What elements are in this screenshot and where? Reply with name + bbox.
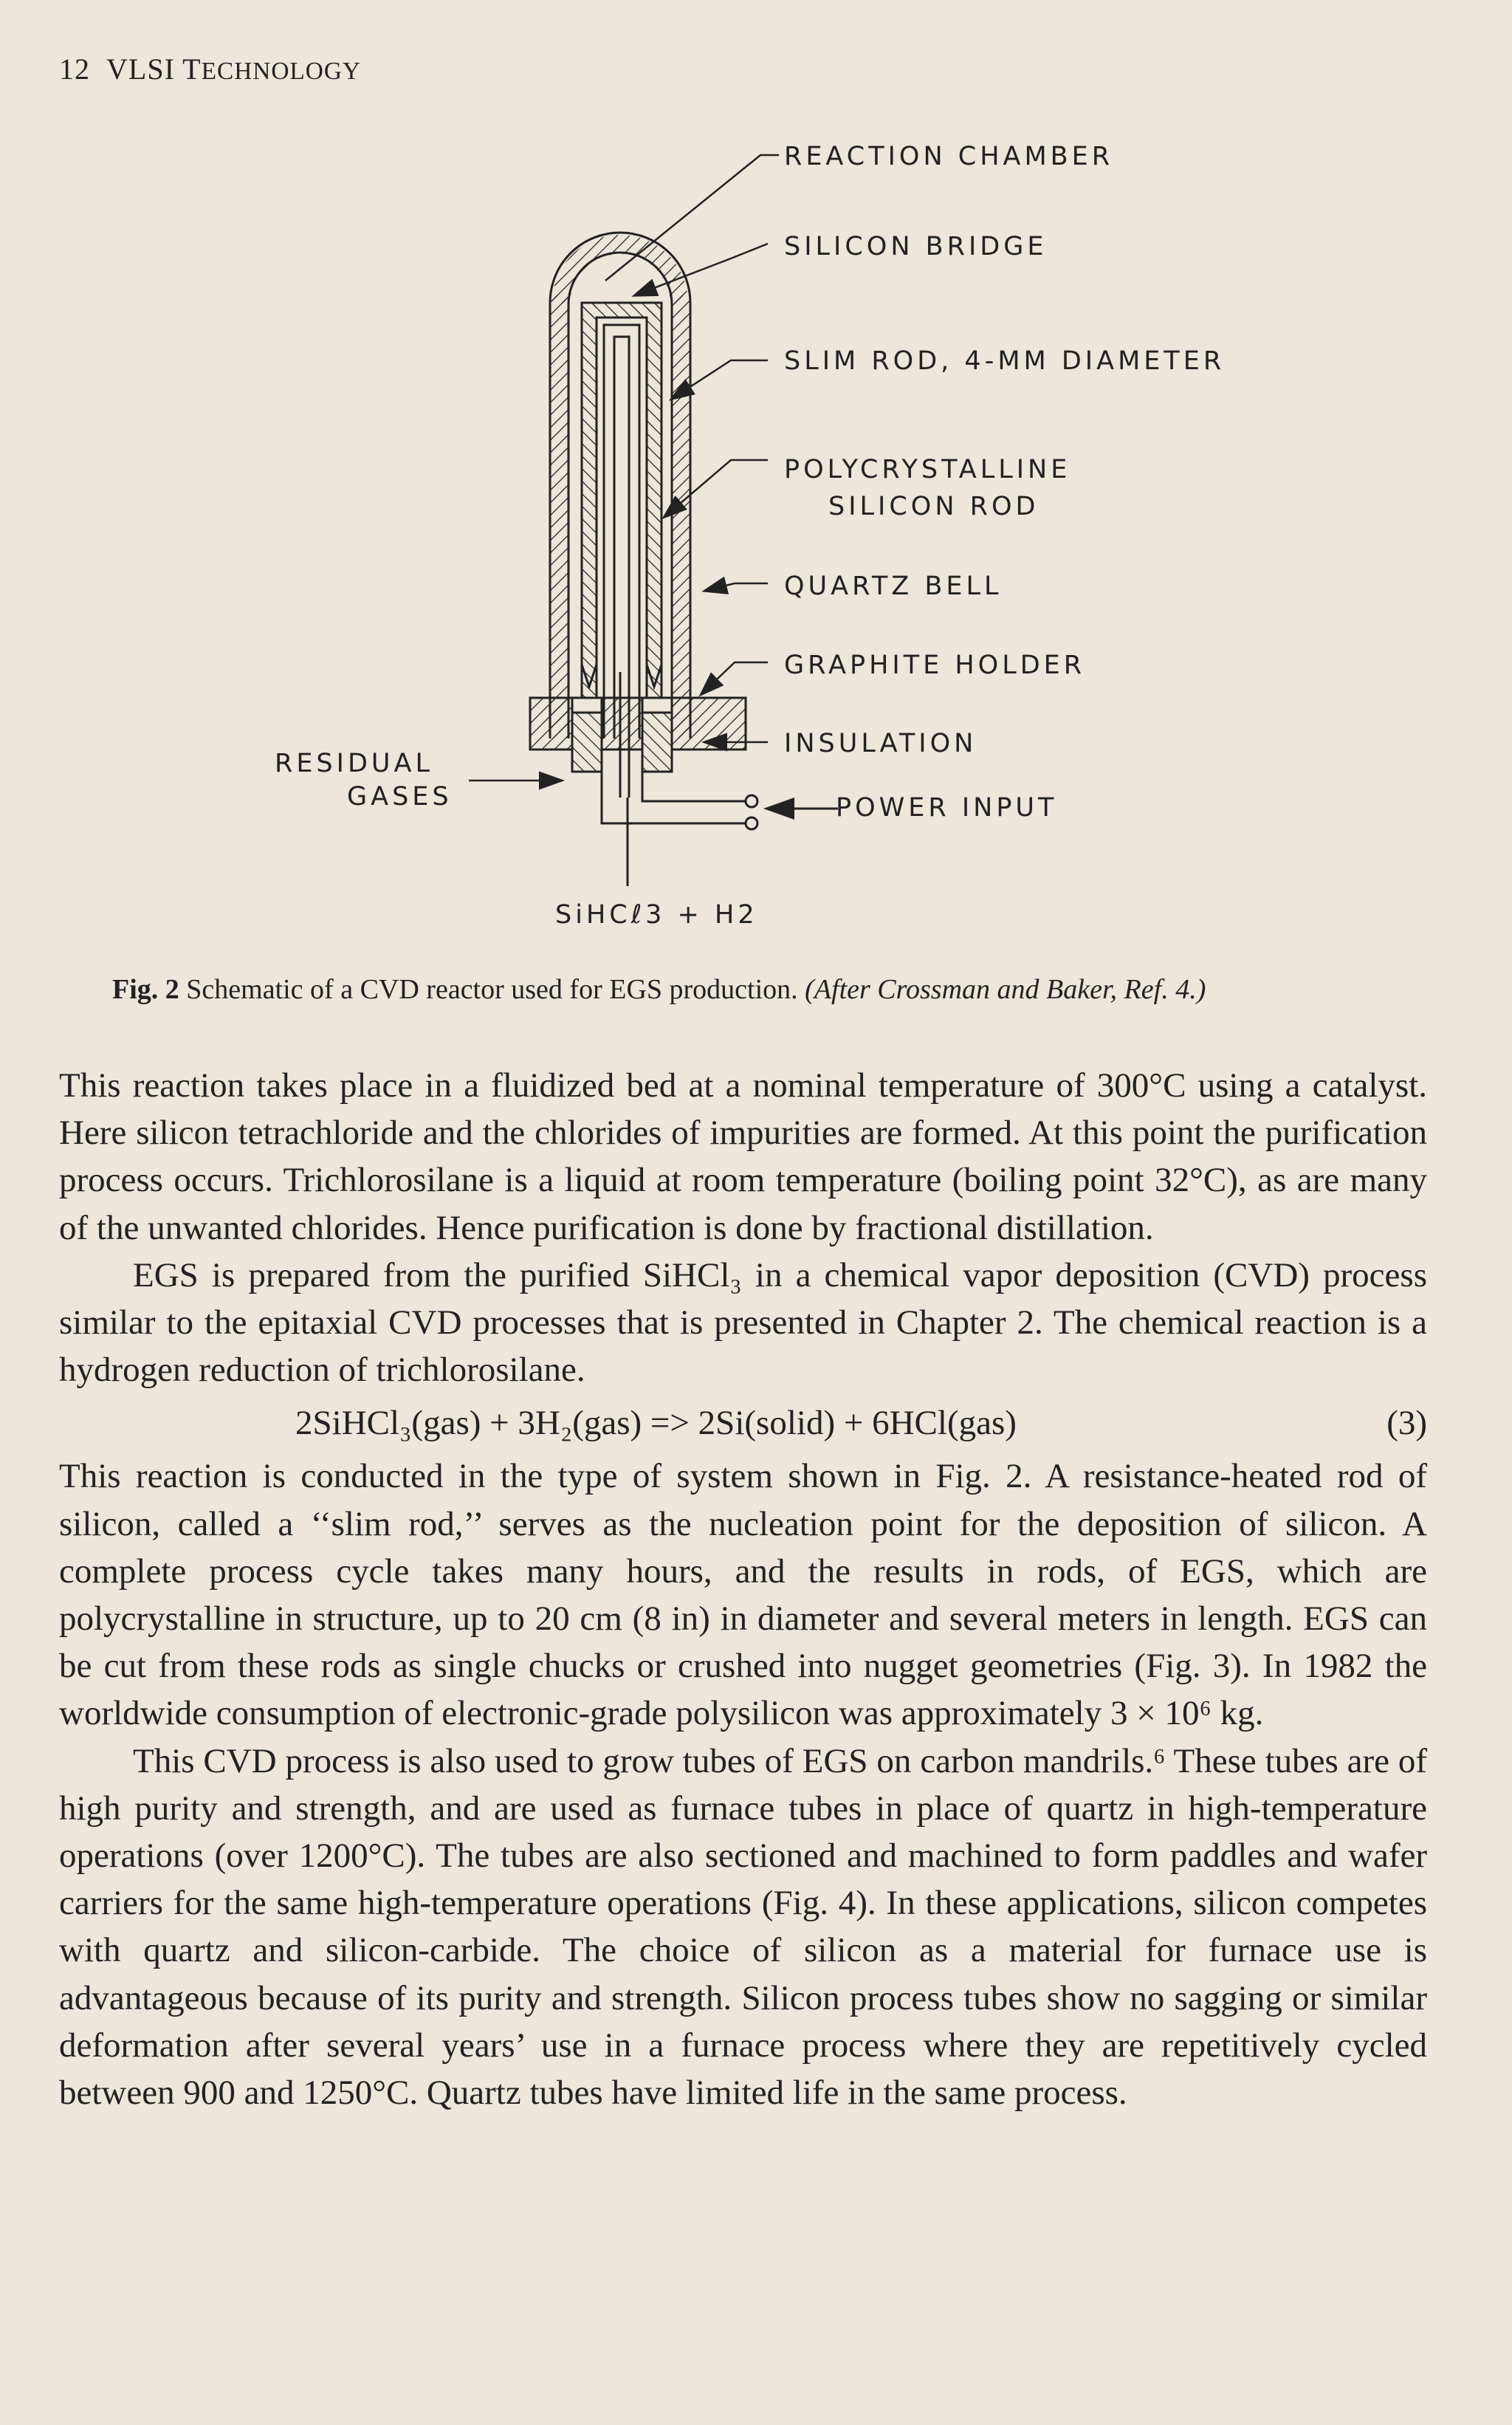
label-polycrystalline: POLYCRYSTALLINE	[784, 455, 1071, 484]
equation-number: (3)	[1386, 1404, 1427, 1443]
equation-3	[59, 1393, 1427, 1452]
paragraph: EGS is prepared from the purified SiHCl₃ in a chemical vapor deposition (CVD) process similar to the epitaxial CVD processes that is presented in Chapter 2. The chemical reaction is a hydrogen reduction of trichlorosilane.	[59, 1255, 1427, 1390]
caption-source: (After Crossman and Baker, Ref. 4.)	[805, 974, 1206, 1005]
power-wiring	[602, 772, 838, 886]
book-title: VLSI TECHNOLOGY	[106, 52, 361, 86]
paragraph: This reaction takes place in a fluidized bed at a nominal temperature of 300°C using a catalyst. Here silicon tetrachloride and the chlorides of impurities are formed. At this point the purification process occurs. Trichlorosilane is a liquid at room temperature (boiling point 32°C), as are many of the unwanted chlorides. Hence purification is done by fractional distillation.	[59, 1066, 1427, 1247]
label-reaction-chamber: REACTION CHAMBER	[784, 142, 1114, 171]
label-silicon-bridge: SILICON BRIDGE	[784, 232, 1048, 261]
label-silicon-rod: SILICON ROD	[828, 492, 1040, 521]
label-slim-rod: SLIM ROD, 4-MM DIAMETER	[784, 346, 1226, 376]
body-text	[59, 1062, 1427, 2116]
label-quartz-bell: QUARTZ BELL	[784, 572, 1003, 601]
cvd-reactor-diagram	[0, 111, 1512, 953]
page-number: 12	[59, 52, 90, 86]
silicon-rods	[582, 303, 662, 761]
label-gas-input: SiHCℓ3 + H2	[555, 900, 758, 930]
label-gases: GASES	[347, 782, 453, 812]
label-graphite-holder: GRAPHITE HOLDER	[784, 651, 1086, 680]
figure-caption	[112, 973, 1426, 1006]
label-residual: RESIDUAL	[275, 749, 433, 778]
paragraph: This reaction is conducted in the type of system shown in Fig. 2. A resistance-heated rod of silicon, called a ‘‘slim rod,’’ serves as the nucleation point for the deposition of silicon. A complete process cycle takes many hours, and the results in rods, of EGS, which are polycrystalline in structure, up to 20 cm (8 in) in diameter and several meters in length. EGS can be cut from these rods as single chucks or crushed into nugget geometries (Fig. 3). In 1982 the worldwide consumption of electronic-grade polysilicon was approximately 3 × 10⁶ kg.	[59, 1457, 1427, 1733]
running-head	[59, 52, 361, 86]
caption-text: Schematic of a CVD reactor used for EGS production.	[186, 974, 798, 1005]
figure-number: Fig. 2	[112, 974, 179, 1005]
label-power-input: POWER INPUT	[836, 793, 1058, 823]
paragraph: This CVD process is also used to grow tubes of EGS on carbon mandrils.⁶ These tubes are of high purity and strength, and are used as furnace tubes in place of quartz in high-temperature operations (over 1200°C). The tubes are also sectioned and machined to form paddles and wafer carriers for the same high-temperature operations (Fig. 4). In these applications, silicon competes with quartz and silicon-carbide. The choice of silicon as a material for furnace use is advantageous because of its purity and strength. Silicon process tubes show no sagging or similar deformation after several years’ use in a furnace process where they are repetitively cycled between 900 and 1250°C. Quartz tubes have limited life in the same process.	[59, 1741, 1427, 2113]
equation-text: 2SiHCl₃(gas) + 3H₂(gas) => 2Si(solid) + 6HCl(gas)	[295, 1404, 1017, 1443]
label-insulation: INSULATION	[784, 729, 977, 758]
